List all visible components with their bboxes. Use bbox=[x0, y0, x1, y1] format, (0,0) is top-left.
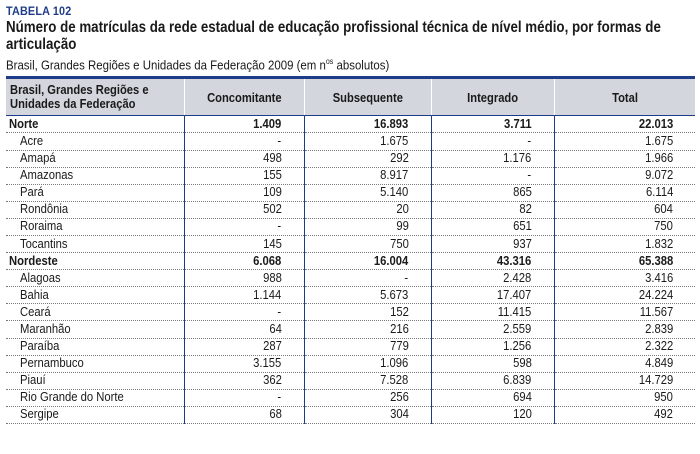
row-name-cell: Rondônia bbox=[6, 201, 184, 218]
value-cell: 16.004 bbox=[304, 253, 431, 270]
value-cell: 598 bbox=[431, 355, 554, 372]
value-cell: 1.096 bbox=[304, 355, 431, 372]
value-cell: - bbox=[184, 218, 304, 235]
value-cell: - bbox=[431, 133, 554, 150]
table-row bbox=[6, 201, 695, 218]
value-cell: 43.316 bbox=[431, 253, 554, 270]
value-cell: 68 bbox=[184, 406, 304, 423]
table-header-row bbox=[6, 78, 695, 116]
value-cell: 1.675 bbox=[304, 133, 431, 150]
table-row bbox=[6, 116, 695, 133]
value-cell: 1.176 bbox=[431, 150, 554, 167]
value-cell: 3.155 bbox=[184, 355, 304, 372]
value-cell: 16.893 bbox=[304, 116, 431, 133]
value-cell: 22.013 bbox=[554, 116, 695, 133]
row-name-cell: Maranhão bbox=[6, 321, 184, 338]
value-cell: 5.140 bbox=[304, 184, 431, 201]
row-name-cell: Alagoas bbox=[6, 270, 184, 287]
table-row bbox=[6, 321, 695, 338]
document bbox=[6, 4, 694, 424]
row-name-cell: Amapá bbox=[6, 150, 184, 167]
value-cell: 937 bbox=[431, 235, 554, 252]
column-header-total: Total bbox=[554, 78, 695, 116]
value-cell: 287 bbox=[184, 338, 304, 355]
value-cell: 694 bbox=[431, 389, 554, 406]
value-cell: 1.144 bbox=[184, 287, 304, 304]
value-cell: 2.428 bbox=[431, 270, 554, 287]
row-name-cell: Piauí bbox=[6, 372, 184, 389]
value-cell: 362 bbox=[184, 372, 304, 389]
table-row bbox=[6, 406, 695, 423]
value-cell: 492 bbox=[554, 406, 695, 423]
value-cell: 155 bbox=[184, 167, 304, 184]
value-cell: 216 bbox=[304, 321, 431, 338]
table-row bbox=[6, 355, 695, 372]
subtitle-main: Brasil, Grandes Regiões e Unidades da Federação 2009 (em n bbox=[6, 57, 326, 73]
value-cell: 8.917 bbox=[304, 167, 431, 184]
value-cell: 1.675 bbox=[554, 133, 695, 150]
table-label: TABELA 102 bbox=[6, 4, 72, 18]
row-name-cell: Amazonas bbox=[6, 167, 184, 184]
value-cell: 950 bbox=[554, 389, 695, 406]
value-cell: 2.322 bbox=[554, 338, 695, 355]
value-cell: 604 bbox=[554, 201, 695, 218]
data-table bbox=[6, 76, 695, 424]
value-cell: - bbox=[184, 133, 304, 150]
value-cell: 17.407 bbox=[431, 287, 554, 304]
table-row bbox=[6, 133, 695, 150]
value-cell: 4.849 bbox=[554, 355, 695, 372]
subtitle-end: absolutos) bbox=[333, 57, 390, 73]
value-cell: 64 bbox=[184, 321, 304, 338]
row-name-cell: Ceará bbox=[6, 304, 184, 321]
row-name-cell: Rio Grande do Norte bbox=[6, 389, 184, 406]
table-row bbox=[6, 253, 695, 270]
table-row bbox=[6, 389, 695, 406]
table-row bbox=[6, 235, 695, 252]
table-row bbox=[6, 304, 695, 321]
value-cell: 14.729 bbox=[554, 372, 695, 389]
value-cell: 145 bbox=[184, 235, 304, 252]
value-cell: 1.832 bbox=[554, 235, 695, 252]
value-cell: 3.416 bbox=[554, 270, 695, 287]
value-cell: 304 bbox=[304, 406, 431, 423]
table-body bbox=[6, 116, 695, 424]
row-name-cell: Pernambuco bbox=[6, 355, 184, 372]
column-header-subsequente: Subsequente bbox=[304, 78, 431, 116]
table-row bbox=[6, 270, 695, 287]
value-cell: 1.256 bbox=[431, 338, 554, 355]
value-cell: 2.839 bbox=[554, 321, 695, 338]
value-cell: - bbox=[184, 304, 304, 321]
value-cell: 82 bbox=[431, 201, 554, 218]
value-cell: 24.224 bbox=[554, 287, 695, 304]
row-name-cell: Norte bbox=[6, 116, 184, 133]
value-cell: 2.559 bbox=[431, 321, 554, 338]
row-name-cell: Roraima bbox=[6, 218, 184, 235]
value-cell: 292 bbox=[304, 150, 431, 167]
table-row bbox=[6, 150, 695, 167]
value-cell: 6.114 bbox=[554, 184, 695, 201]
value-cell: 109 bbox=[184, 184, 304, 201]
row-name-cell: Acre bbox=[6, 133, 184, 150]
value-cell: 779 bbox=[304, 338, 431, 355]
value-cell: 865 bbox=[431, 184, 554, 201]
value-cell: 20 bbox=[304, 201, 431, 218]
table-row bbox=[6, 184, 695, 201]
value-cell: 11.567 bbox=[554, 304, 695, 321]
row-name-cell: Bahia bbox=[6, 287, 184, 304]
value-cell: - bbox=[304, 270, 431, 287]
row-name-cell: Sergipe bbox=[6, 406, 184, 423]
value-cell: 750 bbox=[554, 218, 695, 235]
column-header-region: Brasil, Grandes Regiões e Unidades da Federação bbox=[6, 78, 184, 116]
table-row bbox=[6, 287, 695, 304]
column-header-integrado: Integrado bbox=[431, 78, 554, 116]
row-name-cell: Nordeste bbox=[6, 253, 184, 270]
value-cell: 9.072 bbox=[554, 167, 695, 184]
value-cell: 5.673 bbox=[304, 287, 431, 304]
row-name-cell: Paraíba bbox=[6, 338, 184, 355]
value-cell: 6.068 bbox=[184, 253, 304, 270]
value-cell: 1.409 bbox=[184, 116, 304, 133]
table-row bbox=[6, 338, 695, 355]
value-cell: 152 bbox=[304, 304, 431, 321]
value-cell: 3.711 bbox=[431, 116, 554, 133]
value-cell: 7.528 bbox=[304, 372, 431, 389]
value-cell: 988 bbox=[184, 270, 304, 287]
value-cell: 120 bbox=[431, 406, 554, 423]
value-cell: 1.966 bbox=[554, 150, 695, 167]
value-cell: 502 bbox=[184, 201, 304, 218]
value-cell: 65.388 bbox=[554, 253, 695, 270]
value-cell: 256 bbox=[304, 389, 431, 406]
value-cell: 99 bbox=[304, 218, 431, 235]
table-row bbox=[6, 372, 695, 389]
value-cell: 498 bbox=[184, 150, 304, 167]
value-cell: - bbox=[184, 389, 304, 406]
subtitle-sup: os bbox=[325, 57, 334, 66]
table-row bbox=[6, 167, 695, 184]
row-name-cell: Tocantins bbox=[6, 235, 184, 252]
column-header-concomitante: Concomitante bbox=[184, 78, 304, 116]
table-row bbox=[6, 218, 695, 235]
page-subtitle bbox=[6, 54, 675, 72]
value-cell: 6.839 bbox=[431, 372, 554, 389]
value-cell: 750 bbox=[304, 235, 431, 252]
value-cell: - bbox=[431, 167, 554, 184]
value-cell: 11.415 bbox=[431, 304, 554, 321]
value-cell: 651 bbox=[431, 218, 554, 235]
page-title: Número de matrículas da rede estadual de educação profissional técnica de nível médio, por formas de articulação bbox=[6, 19, 661, 53]
row-name-cell: Pará bbox=[6, 184, 184, 201]
